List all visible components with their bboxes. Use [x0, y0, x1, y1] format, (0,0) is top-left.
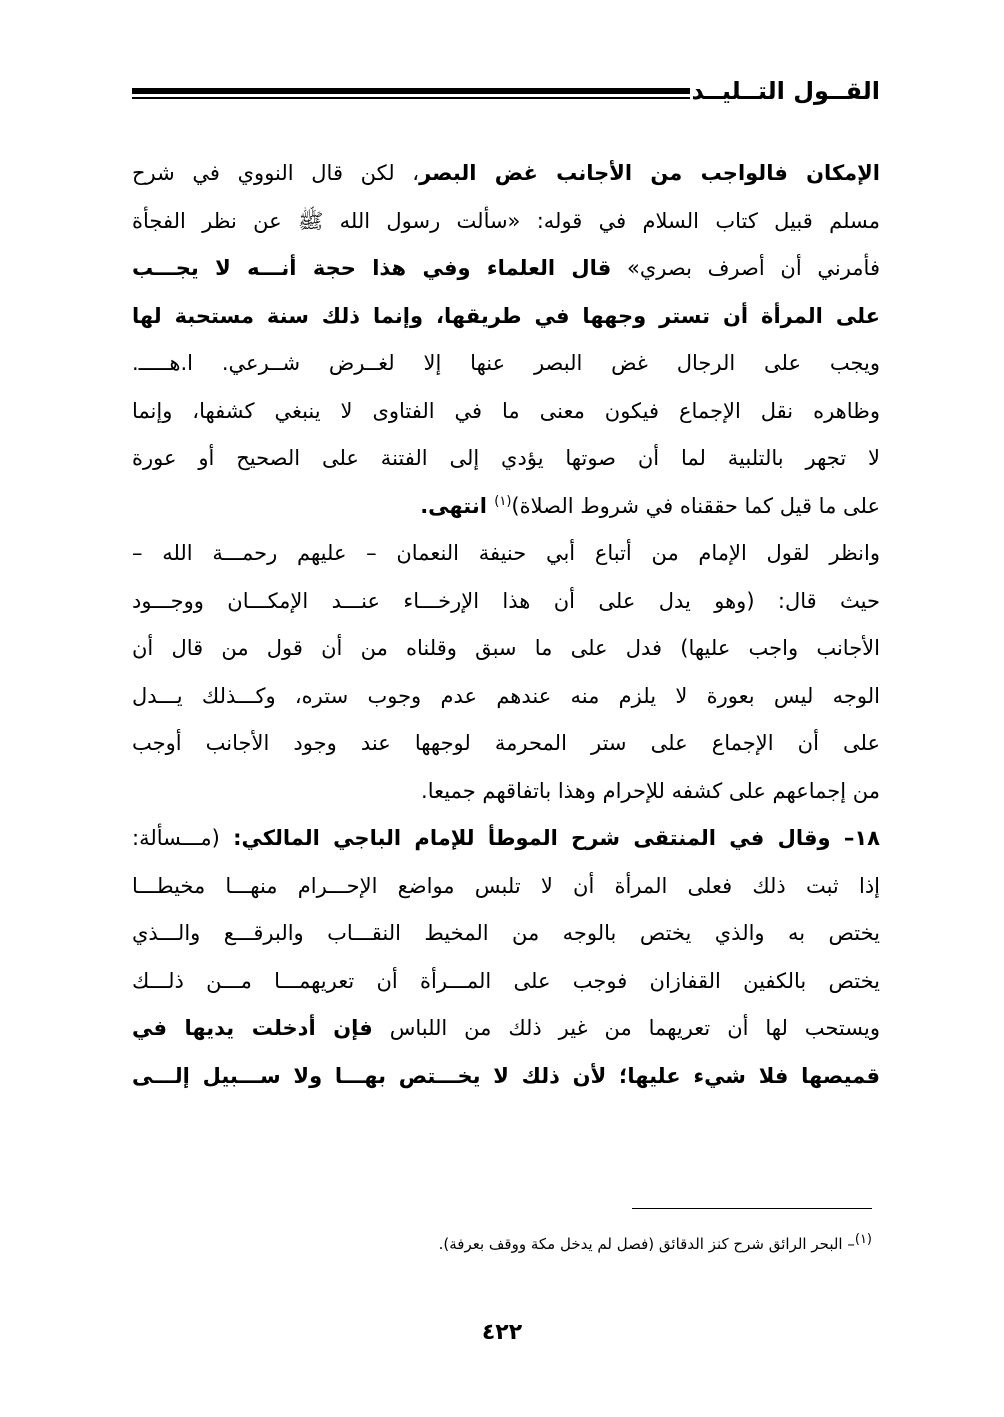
text-line [132, 673, 880, 721]
bold-span: فإن أدخلت يديها في [132, 1016, 373, 1040]
text-line [132, 1005, 880, 1053]
text-line [132, 720, 880, 768]
text-line [132, 815, 880, 863]
header-rule-thin [132, 97, 690, 99]
text-line [132, 863, 880, 911]
text-span: من إجماعهم على كشفه للإحرام وهذا باتفاقهم جميعا. [421, 778, 880, 803]
text-span: ويجب على الرجال غض البصر عنها إلا لغــرض شــرعي. ا.هـــــ. [132, 351, 880, 375]
text-span: يختص به والذي يختص بالوجه من المخيط النقـــاب والبرقـــع والـــذي [132, 921, 880, 945]
footnote [124, 1232, 872, 1256]
main-text [132, 150, 880, 1100]
footnote-marker: (١) [854, 1232, 872, 1247]
header-rule-thick [132, 88, 690, 94]
text-line [132, 245, 880, 293]
text-line [132, 150, 880, 198]
bold-span: قال العلماء وفي هذا حجة أنـــه لا يجـــب [132, 256, 612, 280]
bold-span: على المرأة أن تستر وجهها في طريقها، وإنما ذلك سنة مستحبة لها [132, 303, 880, 328]
text-line [132, 958, 880, 1006]
text-line [132, 293, 880, 341]
text-line [132, 198, 880, 246]
bold-span: قميصها فلا شيء عليها؛ لأن ذلك لا يخـــتص بهـــا ولا ســـبيل إلـــى [132, 1063, 880, 1088]
footnote-ref: (١) [494, 493, 512, 509]
running-header [132, 76, 880, 110]
text-line [132, 768, 880, 816]
page-number: ٤٢٢ [481, 1320, 523, 1345]
text-line [132, 530, 880, 578]
text-span: (مـــسألة: [132, 826, 220, 850]
header-double-rule [132, 88, 690, 102]
text-line [132, 388, 880, 436]
text-line [132, 435, 880, 483]
text-line [132, 910, 880, 958]
text-span: لا تجهر بالتلبية لما أن صوتها يؤدي إلى الفتنة على الصحيح أو عورة [132, 446, 880, 470]
text-span: الوجه ليس بعورة لا يلزم منه عندهم عدم وجوب ستره، وكـــذلك يـــدل [132, 683, 880, 708]
text-span: ، لكن قال النووي في شرح [132, 161, 420, 185]
text-line [132, 578, 880, 626]
book-title: القــول التــليــد [691, 77, 880, 105]
text-line [132, 625, 880, 673]
bold-span: ١٨– وقال في المنتقى شرح الموطأ للإمام الباجي المالكي: [219, 826, 880, 850]
text-span: على ما قيل كما حققناه في شروط الصلاة) [511, 493, 880, 518]
bold-span: انتهى. [420, 493, 495, 518]
footnote-separator [632, 1208, 872, 1209]
text-span: على أن الإجماع على ستر المحرمة لوجهها عند وجود الأجانب أوجب [132, 731, 880, 755]
text-span: فأمرني أن أصرف بصري» [611, 256, 880, 280]
text-span: ويستحب لها أن تعريهما من غير ذلك من اللباس [372, 1016, 880, 1040]
text-span: يختص بالكفين القفازان فوجب على المـــرأة أن تعريهمـــا مـــن ذلـــك [132, 968, 880, 993]
text-line [132, 340, 880, 388]
bold-span: الإمكان فالواجب من الأجانب غض البصر [419, 161, 880, 185]
footnote-text: – البحر الرائق شرح كنز الدقائق (فصل لم يدخل مكة ووقف بعرفة). [438, 1235, 855, 1253]
text-span: إذا ثبت ذلك فعلى المرأة أن لا تلبس مواضع الإحـــرام منهـــا مخيطـــا [132, 873, 880, 898]
text-span: مسلم قبيل كتاب السلام في قوله: «سألت رسول الله ﷺ عن نظر الفجأة [132, 208, 880, 233]
text-line [132, 483, 880, 531]
text-span: حيث قال: (وهو يدل على أن هذا الإرخـــاء عنـــد الإمكـــان ووجـــود [132, 588, 880, 613]
text-span: وانظر لقول الإمام من أتباع أبي حنيفة النعمان – عليهم رحمـــة الله – [132, 541, 880, 565]
text-span: الأجانب واجب عليها) فدل على ما سبق وقلناه من أن قول من قال أن [132, 636, 880, 660]
text-span: وظاهره نقل الإجماع فيكون معنى ما في الفتاوى لا ينبغي كشفها، وإنما [132, 398, 880, 423]
text-line [132, 1053, 880, 1101]
